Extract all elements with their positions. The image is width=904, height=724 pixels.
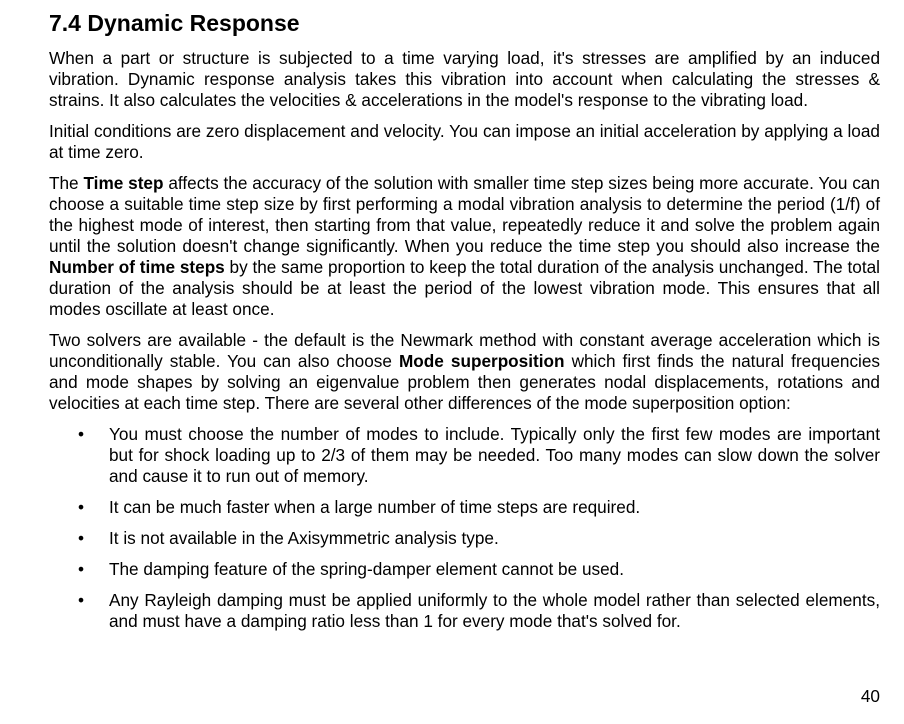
term-mode-superposition: Mode superposition bbox=[398, 351, 565, 371]
list-item-text: The damping feature of the spring-damper element cannot be used. bbox=[109, 559, 624, 579]
list-item-text: It is not available in the Axisymmetric analysis type. bbox=[109, 528, 499, 548]
differences-list bbox=[49, 424, 880, 632]
text-run: Two solvers are available - the default is the Newmark method with constant average acceleration which is unconditionally stable. You can also choose bbox=[49, 330, 880, 371]
text-run: by the same proportion to keep the total duration of the analysis unchanged. The total duration of the analysis should be at least the period of the lowest vibration mode. This ensures that all modes oscillate at least once. bbox=[49, 257, 880, 319]
paragraph-intro: When a part or structure is subjected to a time varying load, it's stresses are amplified by an induced vibration. Dynamic response analysis takes this vibration into account when calculating the stresses & strains. It also calculates the velocities & accelerations in the model's response to the vibrating load. bbox=[49, 48, 880, 110]
section-title: 7.4 Dynamic Response bbox=[49, 10, 300, 36]
list-item bbox=[49, 590, 880, 632]
text-run: affects the accuracy of the solution with smaller time step sizes being more accurate. You can choose a suitable time step size by first performing a modal vibration analysis to determine the period (1/f) of the highest mode of interest, then starting from that value, repeatedly reduce it and solve the problem again until the solution doesn't change significantly. When you reduce the time step you should also increase the bbox=[49, 173, 880, 256]
list-item-text: Any Rayleigh damping must be applied uniformly to the whole model rather than selected elements, and must have a damping ratio less than 1 for every mode that's solved for. bbox=[109, 590, 880, 631]
list-item bbox=[49, 424, 880, 487]
bullet-icon: • bbox=[78, 559, 85, 579]
bullet-icon: • bbox=[78, 528, 85, 548]
list-item bbox=[49, 497, 880, 518]
text-run: which first finds the natural frequencies and mode shapes by solving an eigenvalue problem then generates nodal displacements, rotations and velocities at each time step. There are several other differences of the mode superposition option: bbox=[49, 351, 881, 413]
paragraph-time-step bbox=[49, 173, 880, 320]
paragraph-solvers bbox=[49, 330, 880, 414]
term-number-of-time-steps: Number of time steps bbox=[49, 257, 225, 277]
list-item-text: You must choose the number of modes to include. Typically only the first few modes are important but for shock loading up to 2/3 of them may be needed. Too many modes can slow down the solver and cause it to run out of memory. bbox=[109, 424, 880, 486]
term-time-step: Time step bbox=[83, 173, 164, 193]
list-item-text: It can be much faster when a large number of time steps are required. bbox=[109, 497, 641, 517]
list-item bbox=[49, 559, 880, 580]
paragraph-initial-conditions: Initial conditions are zero displacement and velocity. You can impose an initial acceleration by applying a load at time zero. bbox=[49, 121, 880, 162]
document-page bbox=[49, 8, 880, 642]
list-item bbox=[49, 528, 880, 549]
bullet-icon: • bbox=[78, 590, 85, 610]
text-run: The bbox=[49, 173, 84, 193]
bullet-icon: • bbox=[78, 424, 85, 444]
page-number: 40 bbox=[860, 686, 880, 706]
bullet-icon: • bbox=[78, 497, 85, 517]
